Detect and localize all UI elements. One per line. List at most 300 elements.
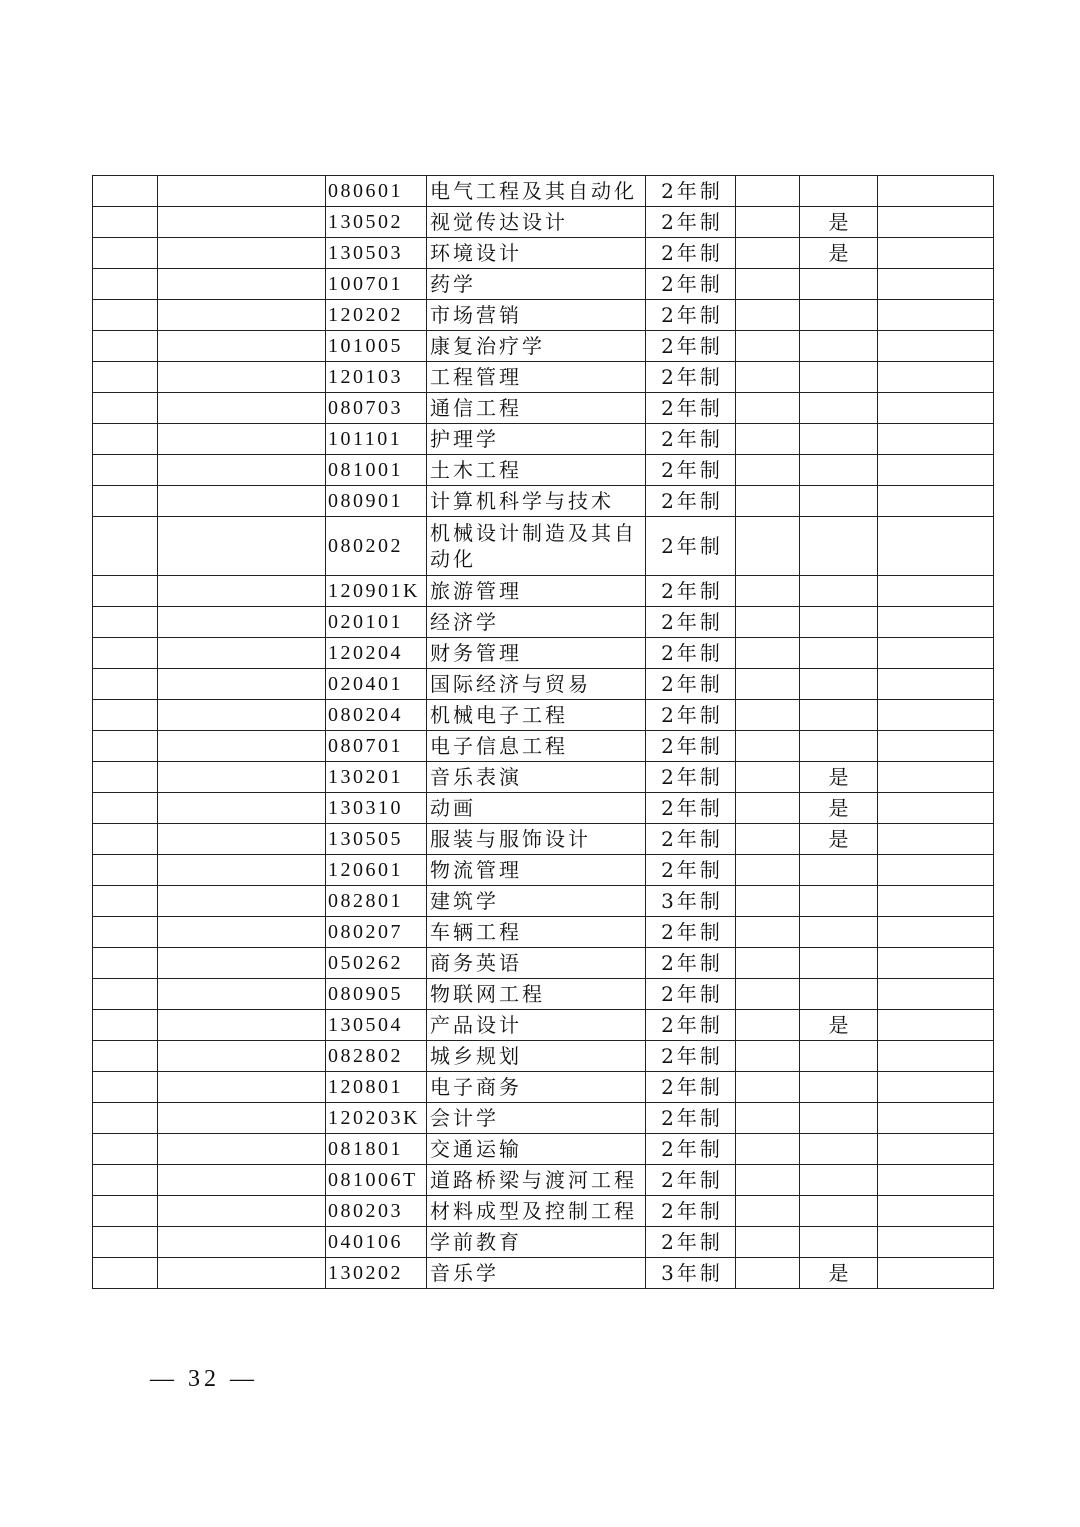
empty-cell bbox=[878, 917, 994, 948]
empty-cell bbox=[736, 207, 800, 238]
major-name: 财务管理 bbox=[427, 638, 646, 669]
duration: 2年制 bbox=[646, 393, 736, 424]
empty-cell bbox=[93, 1134, 158, 1165]
empty-cell bbox=[158, 517, 326, 576]
empty-cell bbox=[736, 1165, 800, 1196]
flag: 是 bbox=[800, 1258, 878, 1289]
major-code: 130505 bbox=[326, 824, 427, 855]
major-code: 130504 bbox=[326, 1010, 427, 1041]
empty-cell bbox=[736, 1010, 800, 1041]
empty-cell bbox=[878, 669, 994, 700]
empty-cell bbox=[158, 700, 326, 731]
major-code: 080905 bbox=[326, 979, 427, 1010]
table-row bbox=[93, 1196, 994, 1227]
empty-cell bbox=[878, 486, 994, 517]
empty-cell bbox=[93, 1258, 158, 1289]
empty-cell bbox=[93, 979, 158, 1010]
major-name: 交通运输 bbox=[427, 1134, 646, 1165]
table-row bbox=[93, 669, 994, 700]
empty-cell bbox=[93, 669, 158, 700]
major-name: 服装与服饰设计 bbox=[427, 824, 646, 855]
empty-cell bbox=[93, 486, 158, 517]
empty-cell bbox=[158, 1103, 326, 1134]
table-row bbox=[93, 238, 994, 269]
table-row bbox=[93, 948, 994, 979]
duration: 2年制 bbox=[646, 1227, 736, 1258]
major-name: 护理学 bbox=[427, 424, 646, 455]
empty-cell bbox=[736, 517, 800, 576]
empty-cell bbox=[736, 700, 800, 731]
empty-cell bbox=[158, 1134, 326, 1165]
empty-cell bbox=[736, 455, 800, 486]
flag bbox=[800, 638, 878, 669]
duration: 2年制 bbox=[646, 762, 736, 793]
empty-cell bbox=[736, 979, 800, 1010]
empty-cell bbox=[93, 1072, 158, 1103]
table-row bbox=[93, 1134, 994, 1165]
major-code: 130502 bbox=[326, 207, 427, 238]
empty-cell bbox=[158, 393, 326, 424]
flag bbox=[800, 886, 878, 917]
table-row bbox=[93, 1258, 994, 1289]
duration: 2年制 bbox=[646, 362, 736, 393]
major-code: 080901 bbox=[326, 486, 427, 517]
empty-cell bbox=[158, 207, 326, 238]
empty-cell bbox=[158, 1258, 326, 1289]
major-name: 道路桥梁与渡河工程 bbox=[427, 1165, 646, 1196]
flag bbox=[800, 1196, 878, 1227]
major-name: 车辆工程 bbox=[427, 917, 646, 948]
duration: 2年制 bbox=[646, 731, 736, 762]
major-name: 机械设计制造及其自动化 bbox=[427, 517, 646, 576]
empty-cell bbox=[93, 762, 158, 793]
empty-cell bbox=[93, 700, 158, 731]
empty-cell bbox=[736, 1134, 800, 1165]
empty-cell bbox=[878, 269, 994, 300]
empty-cell bbox=[736, 331, 800, 362]
empty-cell bbox=[878, 300, 994, 331]
major-code: 130503 bbox=[326, 238, 427, 269]
empty-cell bbox=[878, 793, 994, 824]
empty-cell bbox=[158, 824, 326, 855]
duration: 2年制 bbox=[646, 238, 736, 269]
empty-cell bbox=[878, 207, 994, 238]
empty-cell bbox=[158, 362, 326, 393]
empty-cell bbox=[93, 517, 158, 576]
empty-cell bbox=[93, 607, 158, 638]
empty-cell bbox=[158, 731, 326, 762]
table-row bbox=[93, 824, 994, 855]
duration: 2年制 bbox=[646, 176, 736, 207]
major-code: 080204 bbox=[326, 700, 427, 731]
empty-cell bbox=[736, 1258, 800, 1289]
major-code: 081801 bbox=[326, 1134, 427, 1165]
major-name: 土木工程 bbox=[427, 455, 646, 486]
table-row bbox=[93, 1227, 994, 1258]
table-row bbox=[93, 300, 994, 331]
table-row bbox=[93, 855, 994, 886]
flag bbox=[800, 176, 878, 207]
flag bbox=[800, 1103, 878, 1134]
empty-cell bbox=[158, 176, 326, 207]
flag bbox=[800, 948, 878, 979]
table-body bbox=[93, 176, 994, 1289]
major-code: 120204 bbox=[326, 638, 427, 669]
major-name: 材料成型及控制工程 bbox=[427, 1196, 646, 1227]
major-code: 081001 bbox=[326, 455, 427, 486]
empty-cell bbox=[878, 238, 994, 269]
flag: 是 bbox=[800, 1010, 878, 1041]
major-name: 机械电子工程 bbox=[427, 700, 646, 731]
table-row bbox=[93, 1103, 994, 1134]
flag bbox=[800, 607, 878, 638]
empty-cell bbox=[878, 1165, 994, 1196]
empty-cell bbox=[93, 455, 158, 486]
empty-cell bbox=[93, 362, 158, 393]
duration: 2年制 bbox=[646, 207, 736, 238]
empty-cell bbox=[878, 424, 994, 455]
empty-cell bbox=[736, 486, 800, 517]
empty-cell bbox=[158, 331, 326, 362]
duration: 2年制 bbox=[646, 948, 736, 979]
empty-cell bbox=[736, 886, 800, 917]
empty-cell bbox=[93, 886, 158, 917]
page-number: — 32 — bbox=[150, 1366, 258, 1392]
major-code: 130202 bbox=[326, 1258, 427, 1289]
major-name: 产品设计 bbox=[427, 1010, 646, 1041]
table-row bbox=[93, 331, 994, 362]
major-name: 动画 bbox=[427, 793, 646, 824]
empty-cell bbox=[158, 455, 326, 486]
flag: 是 bbox=[800, 207, 878, 238]
flag bbox=[800, 486, 878, 517]
empty-cell bbox=[878, 948, 994, 979]
table-row bbox=[93, 362, 994, 393]
duration: 3年制 bbox=[646, 1258, 736, 1289]
table-row bbox=[93, 979, 994, 1010]
empty-cell bbox=[158, 1196, 326, 1227]
major-name: 建筑学 bbox=[427, 886, 646, 917]
empty-cell bbox=[93, 1010, 158, 1041]
empty-cell bbox=[93, 207, 158, 238]
empty-cell bbox=[878, 1227, 994, 1258]
empty-cell bbox=[736, 793, 800, 824]
empty-cell bbox=[736, 1227, 800, 1258]
duration: 2年制 bbox=[646, 824, 736, 855]
major-code: 120103 bbox=[326, 362, 427, 393]
empty-cell bbox=[878, 607, 994, 638]
flag: 是 bbox=[800, 762, 878, 793]
empty-cell bbox=[158, 300, 326, 331]
empty-cell bbox=[736, 948, 800, 979]
empty-cell bbox=[878, 362, 994, 393]
flag bbox=[800, 1227, 878, 1258]
empty-cell bbox=[878, 1072, 994, 1103]
flag bbox=[800, 455, 878, 486]
empty-cell bbox=[878, 700, 994, 731]
major-code: 080701 bbox=[326, 731, 427, 762]
empty-cell bbox=[158, 855, 326, 886]
table-row bbox=[93, 638, 994, 669]
flag bbox=[800, 576, 878, 607]
empty-cell bbox=[736, 393, 800, 424]
flag bbox=[800, 979, 878, 1010]
table-row bbox=[93, 576, 994, 607]
duration: 2年制 bbox=[646, 300, 736, 331]
table-row bbox=[93, 269, 994, 300]
empty-cell bbox=[158, 576, 326, 607]
empty-cell bbox=[878, 1010, 994, 1041]
table-row bbox=[93, 886, 994, 917]
empty-cell bbox=[736, 424, 800, 455]
empty-cell bbox=[158, 638, 326, 669]
empty-cell bbox=[736, 607, 800, 638]
duration: 2年制 bbox=[646, 855, 736, 886]
duration: 2年制 bbox=[646, 486, 736, 517]
table-row bbox=[93, 1072, 994, 1103]
major-name: 音乐表演 bbox=[427, 762, 646, 793]
empty-cell bbox=[158, 1227, 326, 1258]
empty-cell bbox=[736, 176, 800, 207]
major-code: 120801 bbox=[326, 1072, 427, 1103]
major-code: 040106 bbox=[326, 1227, 427, 1258]
duration: 2年制 bbox=[646, 669, 736, 700]
empty-cell bbox=[158, 424, 326, 455]
empty-cell bbox=[736, 238, 800, 269]
empty-cell bbox=[736, 638, 800, 669]
duration: 2年制 bbox=[646, 607, 736, 638]
empty-cell bbox=[158, 607, 326, 638]
empty-cell bbox=[158, 669, 326, 700]
empty-cell bbox=[736, 1041, 800, 1072]
empty-cell bbox=[93, 731, 158, 762]
major-name: 市场营销 bbox=[427, 300, 646, 331]
major-code: 130201 bbox=[326, 762, 427, 793]
major-name: 环境设计 bbox=[427, 238, 646, 269]
empty-cell bbox=[736, 300, 800, 331]
duration: 2年制 bbox=[646, 1134, 736, 1165]
major-name: 音乐学 bbox=[427, 1258, 646, 1289]
duration: 2年制 bbox=[646, 331, 736, 362]
empty-cell bbox=[878, 824, 994, 855]
flag bbox=[800, 731, 878, 762]
empty-cell bbox=[158, 979, 326, 1010]
table-row bbox=[93, 176, 994, 207]
empty-cell bbox=[93, 1227, 158, 1258]
empty-cell bbox=[93, 1041, 158, 1072]
major-code: 082802 bbox=[326, 1041, 427, 1072]
major-code: 101101 bbox=[326, 424, 427, 455]
empty-cell bbox=[878, 1134, 994, 1165]
empty-cell bbox=[878, 855, 994, 886]
empty-cell bbox=[158, 762, 326, 793]
empty-cell bbox=[878, 576, 994, 607]
empty-cell bbox=[736, 362, 800, 393]
major-code: 100701 bbox=[326, 269, 427, 300]
empty-cell bbox=[93, 917, 158, 948]
empty-cell bbox=[878, 176, 994, 207]
table-row bbox=[93, 455, 994, 486]
empty-cell bbox=[878, 455, 994, 486]
empty-cell bbox=[878, 393, 994, 424]
duration: 2年制 bbox=[646, 1072, 736, 1103]
major-code: 020101 bbox=[326, 607, 427, 638]
empty-cell bbox=[93, 948, 158, 979]
flag bbox=[800, 700, 878, 731]
flag bbox=[800, 331, 878, 362]
major-name: 工程管理 bbox=[427, 362, 646, 393]
table-row bbox=[93, 207, 994, 238]
major-code: 080703 bbox=[326, 393, 427, 424]
empty-cell bbox=[878, 886, 994, 917]
duration: 2年制 bbox=[646, 793, 736, 824]
flag bbox=[800, 669, 878, 700]
empty-cell bbox=[158, 238, 326, 269]
empty-cell bbox=[736, 917, 800, 948]
flag bbox=[800, 1072, 878, 1103]
empty-cell bbox=[736, 1072, 800, 1103]
empty-cell bbox=[878, 1258, 994, 1289]
major-code: 120203K bbox=[326, 1103, 427, 1134]
duration: 2年制 bbox=[646, 979, 736, 1010]
major-name: 电气工程及其自动化 bbox=[427, 176, 646, 207]
major-name: 学前教育 bbox=[427, 1227, 646, 1258]
major-name: 商务英语 bbox=[427, 948, 646, 979]
empty-cell bbox=[878, 731, 994, 762]
duration: 2年制 bbox=[646, 1196, 736, 1227]
empty-cell bbox=[93, 269, 158, 300]
major-code: 120202 bbox=[326, 300, 427, 331]
duration: 2年制 bbox=[646, 1103, 736, 1134]
major-code: 080601 bbox=[326, 176, 427, 207]
empty-cell bbox=[93, 576, 158, 607]
major-code: 120601 bbox=[326, 855, 427, 886]
empty-cell bbox=[158, 269, 326, 300]
major-name: 物联网工程 bbox=[427, 979, 646, 1010]
major-name: 计算机科学与技术 bbox=[427, 486, 646, 517]
flag bbox=[800, 1041, 878, 1072]
empty-cell bbox=[736, 762, 800, 793]
flag: 是 bbox=[800, 824, 878, 855]
table-row bbox=[93, 424, 994, 455]
empty-cell bbox=[93, 1196, 158, 1227]
empty-cell bbox=[93, 331, 158, 362]
major-code: 080207 bbox=[326, 917, 427, 948]
empty-cell bbox=[93, 176, 158, 207]
empty-cell bbox=[878, 1196, 994, 1227]
major-code: 050262 bbox=[326, 948, 427, 979]
major-code: 101005 bbox=[326, 331, 427, 362]
empty-cell bbox=[93, 424, 158, 455]
duration: 2年制 bbox=[646, 576, 736, 607]
major-name: 电子信息工程 bbox=[427, 731, 646, 762]
empty-cell bbox=[878, 1041, 994, 1072]
empty-cell bbox=[158, 948, 326, 979]
table-row bbox=[93, 793, 994, 824]
empty-cell bbox=[878, 638, 994, 669]
empty-cell bbox=[736, 824, 800, 855]
major-name: 康复治疗学 bbox=[427, 331, 646, 362]
duration: 2年制 bbox=[646, 1010, 736, 1041]
table-row bbox=[93, 607, 994, 638]
major-name: 电子商务 bbox=[427, 1072, 646, 1103]
flag bbox=[800, 917, 878, 948]
major-name: 药学 bbox=[427, 269, 646, 300]
empty-cell bbox=[93, 238, 158, 269]
major-name: 旅游管理 bbox=[427, 576, 646, 607]
table-row bbox=[93, 731, 994, 762]
major-name: 城乡规划 bbox=[427, 1041, 646, 1072]
major-code: 080202 bbox=[326, 517, 427, 576]
empty-cell bbox=[158, 917, 326, 948]
major-code: 120901K bbox=[326, 576, 427, 607]
table-row bbox=[93, 917, 994, 948]
duration: 2年制 bbox=[646, 517, 736, 576]
flag bbox=[800, 1165, 878, 1196]
empty-cell bbox=[158, 486, 326, 517]
empty-cell bbox=[878, 1103, 994, 1134]
empty-cell bbox=[93, 393, 158, 424]
major-code: 130310 bbox=[326, 793, 427, 824]
empty-cell bbox=[736, 576, 800, 607]
flag: 是 bbox=[800, 793, 878, 824]
empty-cell bbox=[93, 1165, 158, 1196]
empty-cell bbox=[158, 886, 326, 917]
empty-cell bbox=[736, 731, 800, 762]
major-name: 通信工程 bbox=[427, 393, 646, 424]
major-code: 082801 bbox=[326, 886, 427, 917]
empty-cell bbox=[93, 855, 158, 886]
major-code: 080203 bbox=[326, 1196, 427, 1227]
major-code: 020401 bbox=[326, 669, 427, 700]
empty-cell bbox=[736, 1196, 800, 1227]
empty-cell bbox=[736, 1103, 800, 1134]
duration: 2年制 bbox=[646, 269, 736, 300]
empty-cell bbox=[158, 1072, 326, 1103]
major-name: 会计学 bbox=[427, 1103, 646, 1134]
empty-cell bbox=[878, 979, 994, 1010]
empty-cell bbox=[736, 269, 800, 300]
empty-cell bbox=[93, 300, 158, 331]
empty-cell bbox=[736, 855, 800, 886]
duration: 2年制 bbox=[646, 638, 736, 669]
empty-cell bbox=[93, 824, 158, 855]
table-row bbox=[93, 700, 994, 731]
major-name: 视觉传达设计 bbox=[427, 207, 646, 238]
duration: 2年制 bbox=[646, 424, 736, 455]
flag bbox=[800, 362, 878, 393]
flag bbox=[800, 855, 878, 886]
empty-cell bbox=[878, 762, 994, 793]
empty-cell bbox=[158, 793, 326, 824]
table-row bbox=[93, 517, 994, 576]
duration: 2年制 bbox=[646, 1041, 736, 1072]
duration: 2年制 bbox=[646, 455, 736, 486]
major-name: 物流管理 bbox=[427, 855, 646, 886]
empty-cell bbox=[878, 331, 994, 362]
majors-table bbox=[92, 175, 994, 1289]
major-name: 国际经济与贸易 bbox=[427, 669, 646, 700]
empty-cell bbox=[93, 638, 158, 669]
flag bbox=[800, 269, 878, 300]
table-row bbox=[93, 486, 994, 517]
flag bbox=[800, 300, 878, 331]
duration: 2年制 bbox=[646, 917, 736, 948]
flag bbox=[800, 424, 878, 455]
empty-cell bbox=[158, 1010, 326, 1041]
flag bbox=[800, 1134, 878, 1165]
empty-cell bbox=[93, 793, 158, 824]
